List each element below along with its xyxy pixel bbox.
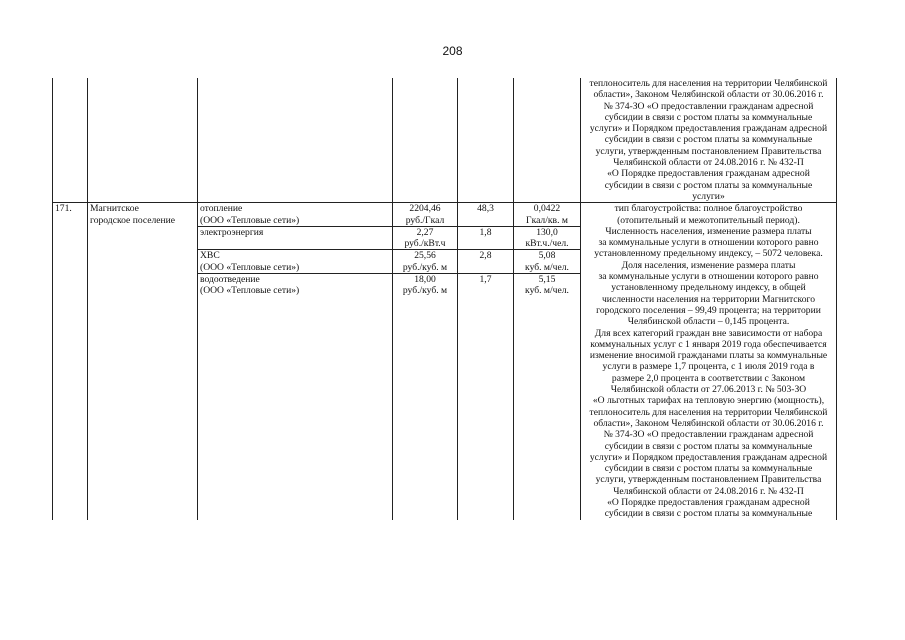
tariff-unit: руб./Гкал [405,214,445,226]
volume-electricity [514,226,580,250]
service-name: водоотведение [200,274,260,286]
note-line: Доля населения, изменение размера платы [621,259,796,271]
municipality-name: городское поселение [90,214,176,226]
percent-heating [458,203,513,226]
note-line: Челябинской области – 0,145 процента. [627,316,790,328]
cell-number [53,203,88,520]
volume-unit: куб. м/чел. [525,261,569,273]
table-row-171 [53,203,837,520]
note-line: коммунальных услуг с 1 января 2019 года обеспечивается [590,338,827,350]
tariff-value: 2,27 [416,226,434,238]
cell-percent [458,78,514,203]
percent-electricity [458,226,513,250]
cell-percent [458,203,514,520]
note-line: за коммунальные услуги в отношении которого равно [598,237,819,249]
cell-service [198,78,393,203]
tariff-value: 2204,46 [409,203,441,215]
volume-unit: кВт.ч./чел. [525,238,569,250]
volume-value: 5,15 [538,274,556,286]
service-name: отопление [200,203,243,215]
note-line: № 374-ЗО «О предоставлении гражданам адресной [603,100,814,112]
note-line: теплоноситель для населения на территории Челябинской [589,406,828,418]
tariff-value: 18,00 [414,274,436,286]
page-number: 208 [442,44,463,58]
note-line: № 374-ЗО «О предоставлении гражданам адресной [603,429,814,441]
cell-service [198,203,393,520]
tariff-unit: руб./куб. м [402,285,448,297]
service-name: ХВС [200,250,220,262]
note-line: услуги, утвержденным постановлением Правительства [595,145,822,157]
note-line: услуги в размере 1,7 процента, с 1 июля 2019 года в [602,361,815,373]
row-number: 171. [55,203,72,215]
note-line: численности населения на территории Магнитского [601,293,816,305]
note-line: (отопительный и межотопительный период). [617,214,800,226]
cell-tariff [393,78,458,203]
note-line: области», Законом Челябинской области от 30.06.2016 г. [593,89,824,101]
percent-sewerage [458,273,513,297]
tariff-value: 25,56 [414,250,436,262]
tariff-cold-water [393,249,457,273]
percent-value: 1,7 [479,274,492,286]
note-line: области», Законом Челябинской области от 30.06.2016 г. [593,417,824,429]
volume-value: 130,0 [536,226,558,238]
note-line: услуги» и Порядком предоставления гражданам адресной [589,123,828,135]
cell-municipality [88,78,198,203]
table-row-continued [53,78,837,203]
percent-value: 48,3 [477,203,494,215]
service-heating [198,203,392,226]
cell-note [581,78,837,203]
note-line: городского поселения – 99,49 процента; на территории [596,304,821,316]
service-provider: (ООО «Тепловые сети») [200,285,300,297]
cell-volume [514,203,581,520]
note-line: Челябинской области от 24.08.2016 г. № 432-П [613,157,804,169]
note-line: размере 2,0 процента в соответствии с Законом [611,372,806,384]
volume-cold-water [514,249,580,273]
service-provider: (ООО «Тепловые сети») [200,261,300,273]
note-line: Челябинской области от 27.06.2013 г. № 503-ЗО [610,384,807,396]
service-provider: (ООО «Тепловые сети») [200,214,300,226]
note-line: теплоноситель для населения на территории Челябинской [589,78,828,89]
tariff-table [52,78,837,520]
note-line: Челябинской области от 24.08.2016 г. № 432-П [613,485,804,497]
tariff-sewerage [393,273,457,297]
note-line: за коммунальные услуги в отношении которого равно [598,271,819,283]
service-electricity [198,226,392,250]
service-sewerage [198,273,392,297]
note-line: субсидии в связи с ростом платы за коммунальные [604,440,813,452]
tariff-unit: руб./куб. м [402,261,448,273]
tariff-electricity [393,226,457,250]
service-cold-water [198,249,392,273]
note-line: субсидии в связи с ростом платы за коммунальные [604,111,813,123]
note-line: субсидии в связи с ростом платы за коммунальные [604,134,813,146]
municipality-name: Магнитское [90,203,139,215]
percent-cold-water [458,249,513,273]
note-line: услуги, утвержденным постановлением Правительства [595,474,822,486]
tariff-unit: руб./кВт.ч [404,238,446,250]
service-name: электроэнергия [200,226,264,238]
volume-value: 5,08 [538,250,556,262]
note-line: «О Порядке предоставления гражданам адресной [607,168,810,180]
note-line: субсидии в связи с ростом платы за коммунальные [604,463,813,475]
cell-municipality [88,203,198,520]
volume-unit: Гкал/кв. м [526,214,568,226]
note-line: «О льготных тарифах на тепловую энергию (мощность), [592,395,825,407]
tariff-heating [393,203,457,226]
note-line: субсидии в связи с ростом платы за коммунальные [604,179,813,191]
note-line: услуги» и Порядком предоставления гражданам адресной [589,451,828,463]
volume-unit: куб. м/чел. [525,285,569,297]
note-line: изменение вносимой гражданами платы за коммунальные [589,350,828,362]
note-line: Численность населения, изменение размера платы [605,225,812,237]
percent-value: 1,8 [479,226,492,238]
note-line: услуги» [692,190,725,202]
cell-number [53,78,88,203]
note-line: Для всех категорий граждан вне зависимости от набора [594,327,823,339]
note-line: субсидии в связи с ростом платы за коммунальные [604,508,813,520]
volume-heating [514,203,580,226]
cell-volume [514,78,581,203]
note-line: установленному предельному индексу, в общей [611,282,806,294]
percent-value: 2,8 [479,250,492,262]
note-line: установленному предельному индексу, – 5072 человека. [594,248,823,260]
note-line: «О Порядке предоставления гражданам адресной [607,496,810,508]
note-line: тип благоустройства: полное благоустройство [614,203,803,215]
cell-note [581,203,837,520]
volume-value: 0,0422 [533,203,561,215]
volume-sewerage [514,273,580,297]
cell-tariff [393,203,458,520]
